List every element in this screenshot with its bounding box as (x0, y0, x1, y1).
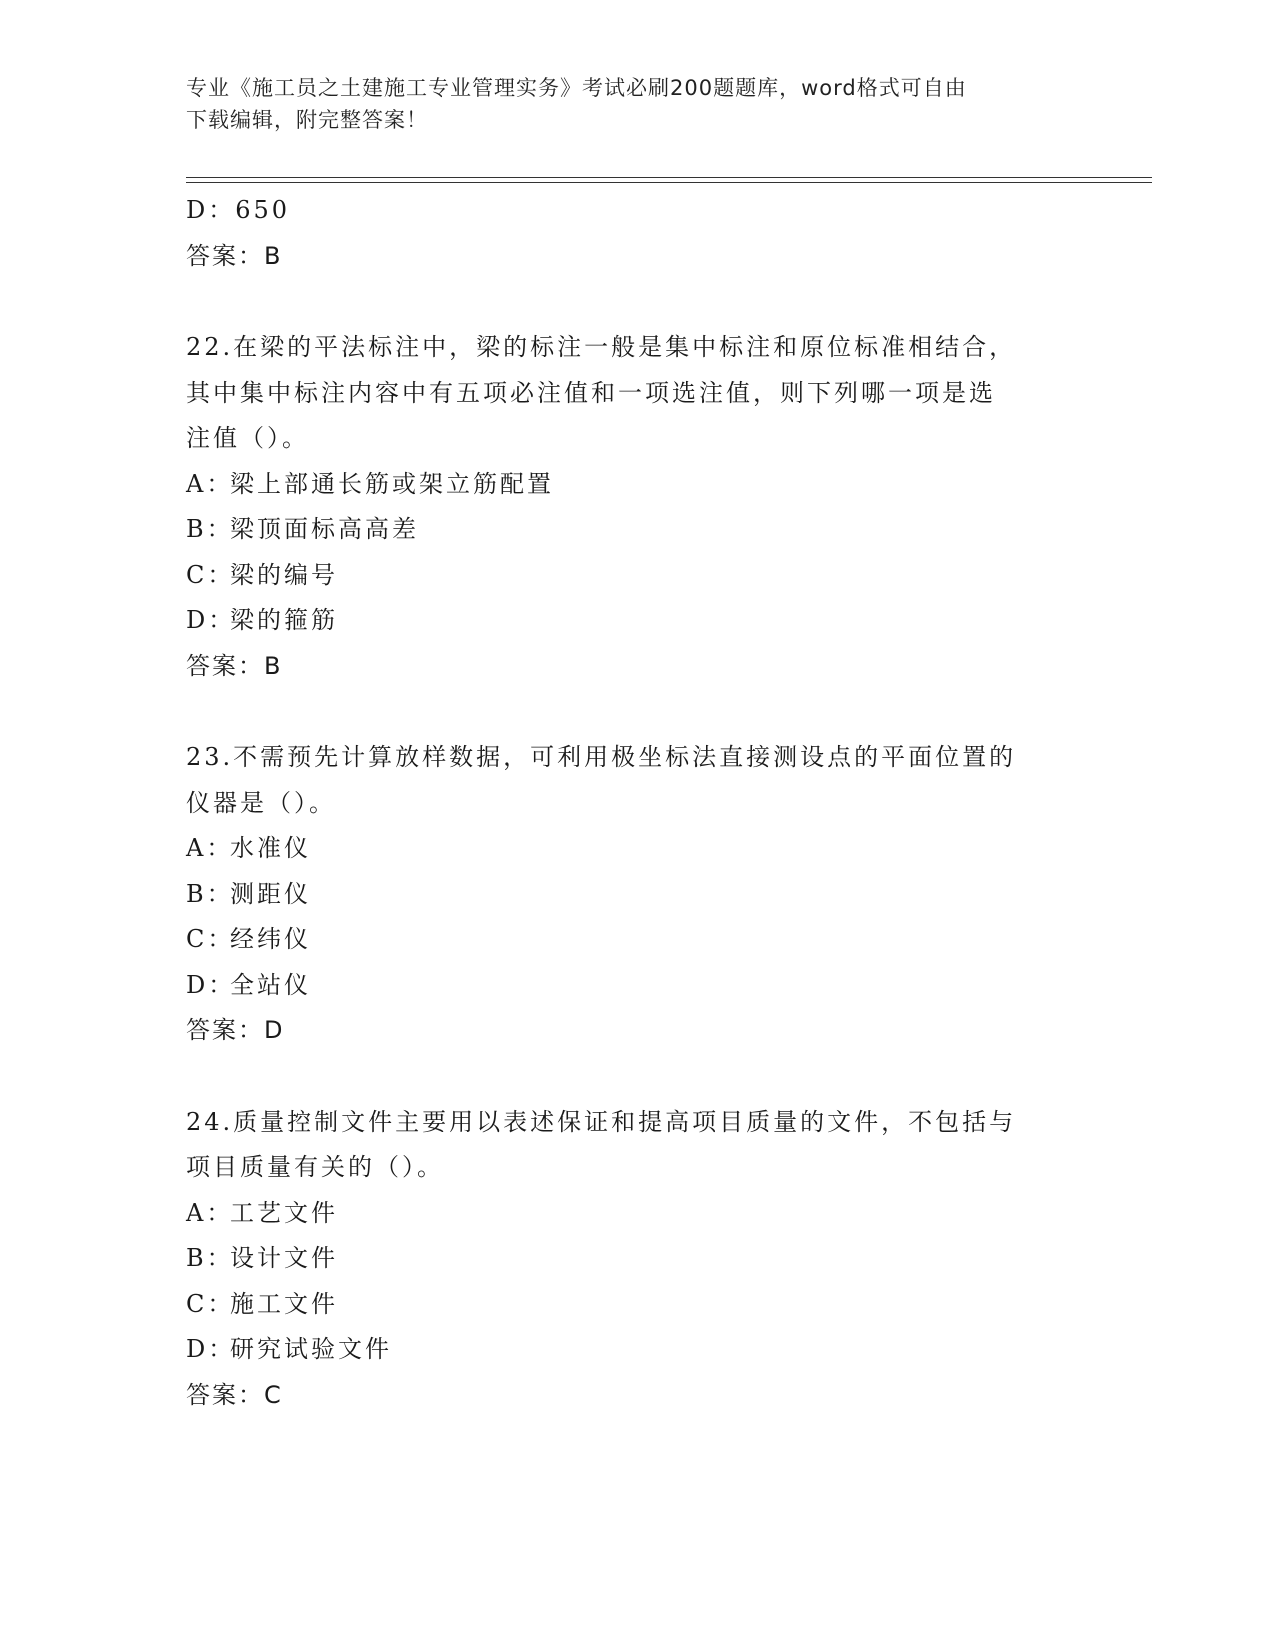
option-text: 测距仪 (230, 879, 311, 908)
option-c (186, 1282, 1086, 1328)
option-text: 水准仪 (230, 834, 311, 862)
option-b (186, 872, 1086, 918)
option-text: 研究试验文件 (230, 1335, 392, 1363)
option-key: B： (186, 879, 234, 908)
header-divider-bottom (186, 182, 1152, 183)
spacer (186, 689, 1086, 735)
question-stem-line: 注值（）。 (186, 424, 309, 452)
document-body (186, 188, 1086, 1418)
option-key: B： (186, 515, 234, 543)
question-stem-line: 23.不需预先计算放样数据，可利用极坐标法直接测设点的平面位置的 (186, 743, 1017, 771)
option-text: 设计文件 (230, 1244, 338, 1272)
option-key: C： (186, 1289, 235, 1318)
question-24 (186, 1100, 1086, 1419)
option-key: C： (186, 560, 235, 589)
option-key: A： (186, 834, 234, 862)
option-key: C： (186, 925, 235, 953)
option-key: B： (186, 1244, 234, 1272)
option-b (186, 1236, 1086, 1282)
option-c (186, 553, 1086, 599)
question-stem-line: 24.质量控制文件主要用以表述保证和提高项目质量的文件，不包括与 (186, 1107, 1017, 1136)
question-stem-line: 项目质量有关的（）。 (186, 1153, 444, 1181)
option-d (186, 598, 1086, 644)
option-a (186, 462, 1086, 508)
option-text: 施工文件 (230, 1289, 338, 1318)
option-text: 经纬仪 (230, 925, 311, 953)
option-key: A： (186, 469, 234, 498)
previous-question-option-d: D：650 (186, 196, 291, 224)
option-d (186, 1327, 1086, 1373)
header-divider-top (186, 177, 1152, 178)
option-key: D： (186, 970, 236, 999)
question-stem-line: 22.在梁的平法标注中，梁的标注一般是集中标注和原位标准相结合， (186, 333, 1017, 361)
option-key: D： (186, 1335, 236, 1363)
option-text: 梁的箍筋 (230, 606, 338, 634)
question-22 (186, 325, 1086, 689)
question-answer: 答案：D (186, 1016, 285, 1044)
question-answer: 答案：B (186, 651, 283, 680)
page-header (186, 72, 1076, 136)
option-a (186, 826, 1086, 872)
question-stem-line: 其中集中标注内容中有五项必注值和一项选注值，则下列哪一项是选 (186, 378, 996, 407)
spacer (186, 1054, 1086, 1100)
option-text: 梁顶面标高高差 (230, 515, 419, 543)
option-text: 梁的编号 (230, 560, 338, 589)
previous-question-answer: 答案：B (186, 241, 283, 270)
option-key: A： (186, 1198, 234, 1227)
option-text: 梁上部通长筋或架立筋配置 (230, 469, 554, 498)
option-b (186, 507, 1086, 553)
option-d (186, 963, 1086, 1009)
option-key: D： (186, 606, 236, 634)
option-text: 工艺文件 (230, 1198, 338, 1227)
question-23 (186, 735, 1086, 1054)
header-title-line-2: 下载编辑，附完整答案！ (186, 108, 428, 132)
option-c (186, 917, 1086, 963)
spacer (186, 279, 1086, 325)
question-stem-line: 仪器是（）。 (186, 788, 336, 817)
option-text: 全站仪 (230, 970, 311, 999)
option-a (186, 1191, 1086, 1237)
header-title-line-1: 专业《施工员之土建施工专业管理实务》考试必刷200题题库，word格式可自由 (186, 76, 967, 100)
question-answer: 答案：C (186, 1380, 283, 1409)
